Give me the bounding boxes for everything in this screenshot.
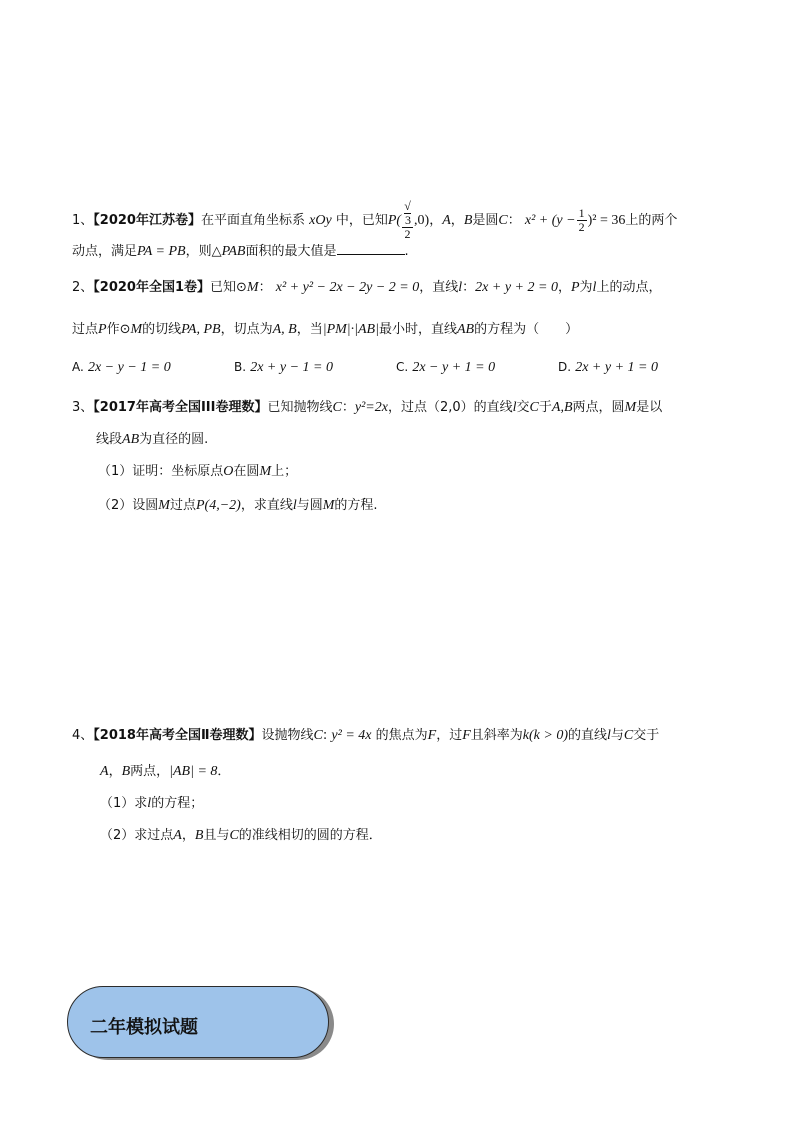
math: F	[427, 728, 437, 743]
text: ：	[507, 213, 521, 228]
math: 2x + y + 2 = 0	[475, 280, 558, 295]
text: 的直线	[568, 728, 608, 743]
option-c[interactable]	[396, 360, 495, 376]
text: 已知⊙	[210, 280, 247, 295]
math: PA, PB	[181, 322, 221, 337]
math: C	[529, 400, 539, 415]
text: 求过点	[134, 828, 174, 843]
part-number: （2）	[100, 828, 135, 843]
math: B	[194, 828, 204, 843]
question-4-line-1	[72, 724, 659, 744]
text: 过点	[72, 322, 99, 337]
text: 上；	[271, 464, 298, 479]
text: 的方程为（ ）	[474, 322, 579, 337]
math: x² + (y −	[524, 213, 576, 228]
text: 过点	[169, 498, 196, 513]
text: 是以	[636, 400, 663, 415]
math: l	[607, 728, 611, 743]
text: 求	[134, 796, 148, 811]
text: ，过	[436, 728, 463, 743]
text: 且斜率为	[470, 728, 523, 743]
option-d[interactable]	[558, 360, 658, 376]
question-number: 3、	[72, 400, 94, 415]
math: ,0)	[414, 213, 430, 228]
text: 设抛物线	[261, 728, 314, 743]
text: 两点，圆	[572, 400, 625, 415]
answer-blank	[337, 242, 405, 255]
option-label: B.	[234, 360, 247, 374]
text: 的焦点为	[375, 728, 428, 743]
math: C	[313, 728, 323, 743]
math: l	[512, 400, 517, 415]
question-4-part-2	[100, 824, 382, 844]
option-equation: 2x − y − 1 = 0	[87, 360, 171, 375]
math: M	[259, 464, 272, 479]
text: 交	[516, 400, 530, 415]
math: O	[223, 464, 234, 479]
text: ：	[258, 280, 272, 295]
text: ，	[450, 213, 464, 228]
math: M	[624, 400, 637, 415]
option-equation: 2x + y − 1 = 0	[250, 360, 333, 375]
question-number: 4、	[72, 728, 94, 743]
text: ，切点为	[220, 322, 273, 337]
part-number: （2）	[98, 498, 133, 513]
math: k(k > 0)	[522, 728, 568, 743]
math: B	[463, 213, 473, 228]
text: ，直线	[419, 280, 459, 295]
text: 已知抛物线	[267, 400, 333, 415]
math: M	[130, 322, 143, 337]
math: l	[458, 280, 463, 295]
text: ：	[462, 280, 476, 295]
math: AB	[456, 322, 475, 337]
source-tag: 【2020年江苏卷】	[93, 213, 201, 228]
text: 于	[538, 400, 552, 415]
math: A	[442, 213, 451, 228]
math: y² = 4x	[331, 728, 372, 743]
text: 的切线	[142, 322, 182, 337]
text: 证明：坐标原点	[132, 464, 224, 479]
source-tag: 【2020年全国1卷】	[93, 280, 211, 295]
math: A, B	[272, 322, 297, 337]
section-title: 二年模拟试题	[90, 1017, 198, 1038]
math: PA = PB	[137, 244, 186, 259]
text: .	[404, 244, 409, 259]
text: 上的动点，	[596, 280, 662, 295]
text: ，	[557, 280, 571, 295]
text: 上的两个	[625, 213, 678, 228]
question-number: 1、	[72, 213, 94, 228]
option-label: A.	[72, 360, 84, 374]
text: 且与	[203, 828, 230, 843]
text: 面积的最大值是	[245, 244, 337, 259]
text: 为直径的圆.	[139, 432, 209, 447]
text: 设圆	[132, 498, 159, 513]
denominator: 2	[578, 220, 585, 234]
part-number: （1）	[100, 796, 135, 811]
text: ，	[181, 828, 195, 843]
question-3-line-2	[96, 428, 208, 448]
source-tag: 【2017年高考全国III卷理数】	[93, 400, 268, 415]
text: ，	[429, 213, 443, 228]
text: ，则△	[185, 244, 222, 259]
sqrt-value: 3	[405, 213, 412, 227]
math: C	[229, 828, 239, 843]
option-equation: 2x − y + 1 = 0	[412, 360, 496, 375]
text: 交于	[633, 728, 660, 743]
math: AB	[122, 432, 140, 447]
math: l	[147, 796, 152, 811]
math: A	[100, 764, 109, 779]
math: l	[592, 280, 597, 295]
text: 作⊙	[106, 322, 131, 337]
question-4-part-1	[100, 792, 203, 812]
question-4-line-2	[100, 760, 230, 780]
text: 最小时，直线	[378, 322, 457, 337]
question-1-line-2	[72, 240, 409, 260]
math: C	[498, 213, 508, 228]
math: P	[570, 280, 580, 295]
question-3-part-2	[98, 494, 378, 514]
text: 线段	[96, 432, 123, 447]
math: P	[98, 322, 107, 337]
text: ，过点（2,0）的直线	[387, 400, 513, 415]
text: 的方程；	[151, 796, 204, 811]
math: C	[623, 728, 634, 743]
option-equation: 2x + y + 1 = 0	[575, 360, 658, 375]
math: F	[462, 728, 471, 743]
math: M	[246, 280, 259, 295]
text: 的准线相切的圆的方程．	[238, 828, 382, 843]
question-2-line-1	[72, 276, 661, 296]
text: 与	[610, 728, 624, 743]
question-number: 2、	[72, 280, 94, 295]
text: ，当	[296, 322, 323, 337]
question-3-part-1	[98, 460, 297, 480]
math: A	[173, 828, 182, 843]
math: PAB	[221, 244, 246, 259]
option-label: D.	[558, 360, 572, 374]
math: |AB| = 8	[169, 764, 218, 779]
text: 与圆	[296, 498, 323, 513]
math: M	[322, 498, 335, 513]
math: l	[292, 498, 297, 513]
text: 两点，	[130, 764, 170, 779]
question-1-line-1	[72, 200, 677, 241]
option-label: C.	[396, 360, 409, 374]
math: P(4,−2)	[195, 498, 241, 513]
fraction	[577, 207, 587, 234]
question-3-line-1	[72, 396, 662, 416]
part-number: （1）	[98, 464, 133, 479]
math: B	[121, 764, 131, 779]
text: 在平面直角坐标系	[200, 213, 305, 228]
text: ．	[217, 764, 231, 779]
math: y²=2x	[354, 400, 388, 415]
text: ，求直线	[240, 498, 293, 513]
numerator: 1	[578, 206, 585, 220]
text: 动点，满足	[72, 244, 138, 259]
math: x² + y² − 2x − 2y − 2 = 0	[275, 280, 420, 295]
text: ：	[341, 400, 355, 415]
text: :	[322, 728, 332, 743]
denominator: 2	[404, 227, 411, 241]
option-a[interactable]	[72, 360, 171, 376]
math: )² = 36	[587, 213, 626, 228]
fraction: √ 3 2	[402, 200, 413, 241]
text: 在圆	[233, 464, 260, 479]
text: ，	[108, 764, 122, 779]
math: C	[332, 400, 342, 415]
text: 中，已知	[335, 213, 388, 228]
math: |PM|·|AB|	[322, 322, 379, 337]
math: A,B	[551, 400, 573, 415]
option-b[interactable]	[234, 360, 333, 376]
text: 是圆	[472, 213, 499, 228]
math: M	[158, 498, 170, 513]
text: 的方程.	[334, 498, 378, 513]
source-tag: 【2018年高考全国Ⅱ卷理数】	[93, 728, 262, 743]
question-2-line-2	[72, 318, 578, 338]
math: xOy	[309, 213, 332, 228]
math: P(	[387, 213, 402, 228]
text: 为	[579, 280, 593, 295]
